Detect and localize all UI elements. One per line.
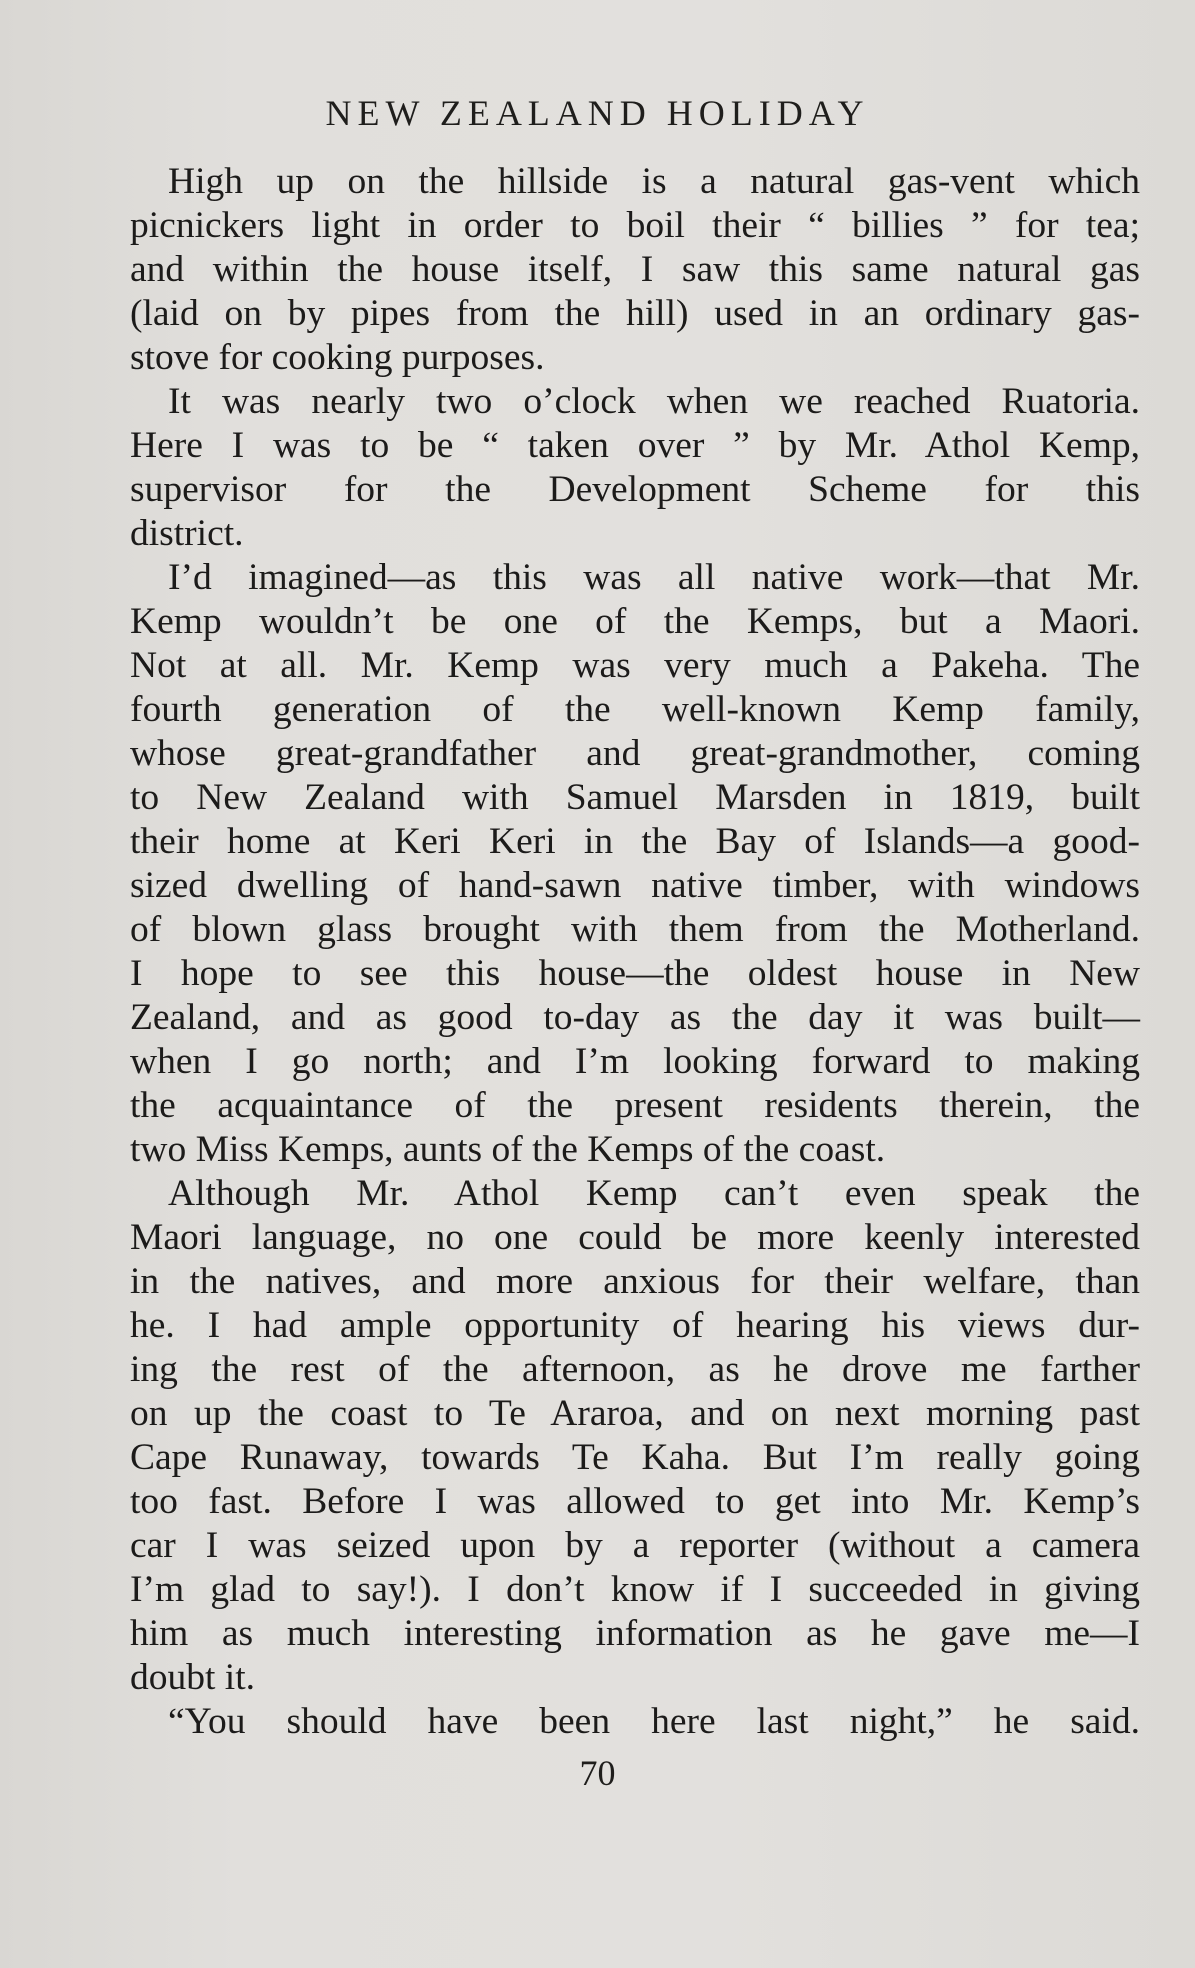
text-line: doubt it. [130, 1657, 256, 1698]
text-line: Maori language, no one could be more keenly interested [130, 1217, 1140, 1258]
text-line: Although Mr. Athol Kemp can’t even speak the [168, 1173, 1140, 1214]
text-line: Zealand, and as good to-day as the day it was built— [130, 997, 1140, 1038]
text-line: supervisor for the Development Scheme for this [130, 469, 1140, 510]
text-line: Kemp wouldn’t be one of the Kemps, but a Maori. [130, 601, 1140, 642]
text-line: district. [130, 513, 244, 554]
text-line: Here I was to be “ taken over ” by Mr. Athol Kemp, [130, 425, 1140, 466]
text-line: too fast. Before I was allowed to get into Mr. Kemp’s [130, 1481, 1140, 1522]
text-line: Cape Runaway, towards Te Kaha. But I’m really going [130, 1437, 1140, 1478]
body-text [130, 160, 1140, 1744]
text-line: “You should have been here last night,” he said. [168, 1701, 1140, 1742]
text-line: ing the rest of the afternoon, as he drove me farther [130, 1349, 1140, 1390]
text-line: fourth generation of the well-known Kemp family, [130, 689, 1140, 730]
text-line: in the natives, and more anxious for their welfare, than [130, 1261, 1140, 1302]
text-line: car I was seized upon by a reporter (without a camera [130, 1525, 1140, 1566]
text-line: to New Zealand with Samuel Marsden in 1819, built [130, 777, 1140, 818]
text-line: I’d imagined—as this was all native work—that Mr. [168, 557, 1140, 598]
text-line: stove for cooking purposes. [130, 337, 545, 378]
text-line: It was nearly two o’clock when we reached Ruatoria. [168, 381, 1140, 422]
text-line: their home at Keri Keri in the Bay of Islands—a good- [130, 821, 1140, 862]
text-line: (laid on by pipes from the hill) used in an ordinary gas- [130, 293, 1140, 334]
text-line: he. I had ample opportunity of hearing his views dur- [130, 1305, 1140, 1346]
text-line: Not at all. Mr. Kemp was very much a Pakeha. The [130, 645, 1140, 686]
text-line: on up the coast to Te Araroa, and on next morning past [130, 1393, 1140, 1434]
text-line: I hope to see this house—the oldest house in New [130, 953, 1140, 994]
text-line: and within the house itself, I saw this same natural gas [130, 249, 1140, 290]
text-line: High up on the hillside is a natural gas-vent which [168, 161, 1140, 202]
text-line: picnickers light in order to boil their “ billies ” for tea; [130, 205, 1140, 246]
text-line: of blown glass brought with them from the Motherland. [130, 909, 1140, 950]
text-line: two Miss Kemps, aunts of the Kemps of the coast. [130, 1129, 886, 1170]
text-line: sized dwelling of hand-sawn native timber, with windows [130, 865, 1140, 906]
text-line: when I go north; and I’m looking forward to making [130, 1041, 1140, 1082]
text-line: I’m glad to say!). I don’t know if I succeeded in giving [130, 1569, 1140, 1610]
text-line: the acquaintance of the present residents therein, the [130, 1085, 1140, 1126]
running-head: NEW ZEALAND HOLIDAY [325, 93, 870, 133]
text-line: whose great-grandfather and great-grandmother, coming [130, 733, 1140, 774]
text-line: him as much interesting information as he gave me—I [130, 1613, 1140, 1654]
page-number: 70 [579, 1753, 616, 1793]
